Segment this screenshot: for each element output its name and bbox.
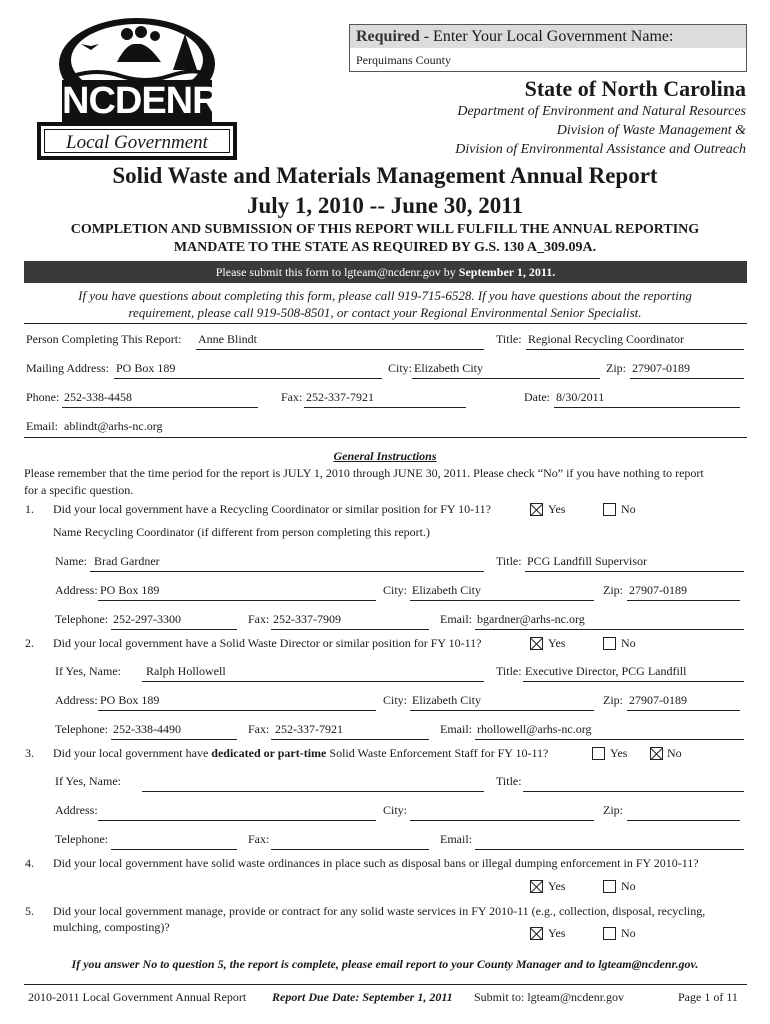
date-label: Date: [524,390,550,404]
fax-field[interactable]: 252-337-7921 [306,390,374,404]
title-field[interactable]: Regional Recycling Coordinator [528,332,684,346]
department-name: Department of Environment and Natural Resources [457,104,746,119]
email-label: Email: [26,419,58,433]
q1-address-field[interactable]: PO Box 189 [100,583,160,597]
q5-no-label: No [621,926,636,940]
q3-address-field[interactable] [98,820,376,821]
q3-address-label: Address: [55,803,98,817]
q2-yes-label: Yes [548,636,566,650]
q1-yes-checkbox[interactable] [530,503,543,516]
q2-no-checkbox[interactable] [603,637,616,650]
q1-yes-label: Yes [548,502,566,516]
footer-submit: Submit to: lgteam@ncdenr.gov [474,990,625,1004]
q1-title-field[interactable]: PCG Landfill Supervisor [527,554,647,568]
q2-name-label: If Yes, Name: [55,664,121,678]
q3-no-label: No [667,746,682,760]
q5-text-2: mulching, composting)? [53,920,170,934]
q2-number: 2. [25,636,34,650]
ncdenr-logo [37,14,237,160]
q5-no-checkbox[interactable] [603,927,616,940]
local-government-box [349,24,747,72]
mandate-line-1: COMPLETION AND SUBMISSION OF THIS REPORT WILL FULFILL THE ANNUAL REPORTING [70,222,700,237]
q3-telephone-field[interactable] [111,849,237,850]
q3-text-emphasis: dedicated or part-time [211,746,327,760]
q3-text: Did your local government have dedicated or part-time Solid Waste Enforcement Staff for FY 10-11? [53,746,549,760]
q1-zip-field[interactable]: 27907-0189 [629,583,687,597]
q2-fax-label: Fax: [248,722,270,736]
q3-zip-label: Zip: [603,803,623,817]
title-label: Title: [496,332,522,346]
q4-no-label: No [621,879,636,893]
q2-address-label: Address: [55,693,98,707]
person-label: Person Completing This Report: [26,332,182,346]
q5-text-1: Did your local government manage, provide or contract for any solid waste services in FY 2010-11 (e.g., collection, disposal, recycling, [53,904,706,918]
q2-name-field[interactable]: Ralph Hollowell [146,664,226,678]
mailing-field[interactable]: PO Box 189 [116,361,176,375]
submit-deadline: September 1, 2011. [458,265,556,279]
q2-address-field[interactable]: PO Box 189 [100,693,160,707]
q4-yes-checkbox[interactable] [530,880,543,893]
closing-note: If you answer No to question 5, the report is complete, please email report to your County Manager and to lgteam@ncdenr.gov. [71,957,699,971]
q2-city-label: City: [383,693,408,707]
q2-text: Did your local government have a Solid Waste Director or similar position for FY 10-11? [53,636,482,650]
q5-number: 5. [25,904,34,918]
q3-zip-field[interactable] [627,820,740,821]
footer-due-date: Report Due Date: September 1, 2011 [272,990,453,1004]
phone-label: Phone: [26,390,60,404]
q2-no-label: No [621,636,636,650]
q3-name-field[interactable] [142,791,484,792]
q1-address-label: Address: [55,583,98,597]
report-title: Solid Waste and Materials Management Annual Report [112,163,658,188]
instructions-heading: General Instructions [333,449,437,463]
q1-telephone-field[interactable]: 252-297-3300 [113,612,181,626]
q4-number: 4. [25,856,34,870]
q1-number: 1. [25,502,34,516]
instructions-text-1: Please remember that the time period for the report is JULY 1, 2010 through JUNE 30, 2011. Please check “No” if you have nothing to report [24,466,704,480]
person-field[interactable]: Anne Blindt [198,332,257,346]
q3-fax-label: Fax: [248,832,270,846]
instructions-text-2: for a specific question. [24,483,134,497]
questions-line-2: requirement, please call 919-508-8501, or contact your Regional Environmental Senior Specialist. [128,305,642,320]
q5-yes-checkbox[interactable] [530,927,543,940]
q3-name-label: If Yes, Name: [55,774,121,788]
q4-text: Did your local government have solid waste ordinances in place such as disposal bans or illegal dumping enforcement in FY 2010-11? [53,856,699,870]
q3-yes-checkbox[interactable] [592,747,605,760]
local-government-input[interactable]: Perquimans County [356,53,451,67]
q3-email-label: Email: [440,832,472,846]
division-waste: Division of Waste Management & [556,123,746,138]
state-title: State of North Carolina [524,76,746,101]
q3-email-field[interactable] [475,849,744,850]
zip-label: Zip: [606,361,626,375]
q2-fax-field[interactable]: 252-337-7921 [275,722,343,736]
city-field[interactable]: Elizabeth City [414,361,483,375]
q1-fax-label: Fax: [248,612,270,626]
q2-email-field[interactable]: rhollowell@arhs-nc.org [477,722,592,736]
q3-title-field[interactable] [523,791,744,792]
q1-title-label: Title: [496,554,522,568]
q1-no-checkbox[interactable] [603,503,616,516]
phone-field[interactable]: 252-338-4458 [64,390,132,404]
q4-yes-label: Yes [548,879,566,893]
q3-telephone-label: Telephone: [55,832,109,846]
date-field[interactable]: 8/30/2011 [556,390,605,404]
logo-subtitle-box [37,122,237,160]
division-assistance: Division of Environmental Assistance and Outreach [455,142,746,157]
q2-zip-field[interactable]: 27907-0189 [629,693,687,707]
mailing-label: Mailing Address: [26,361,109,375]
footer-report-name: 2010-2011 Local Government Annual Report [28,990,247,1004]
q1-subtext: Name Recycling Coordinator (if different from person completing this report.) [53,525,431,539]
q1-name-label: Name: [55,554,87,568]
q2-title-field[interactable]: Executive Director, PCG Landfill [525,664,687,678]
q1-city-label: City: [383,583,408,597]
city-label: City: [388,361,413,375]
email-field[interactable]: ablindt@arhs-nc.org [64,419,163,433]
q5-yes-label: Yes [548,926,566,940]
required-text: - Enter Your Local Government Name: [419,28,674,45]
questions-line-1: If you have questions about completing this form, please call 919-715-6528. If you have questions about the reporting [78,288,692,303]
q1-no-label: No [621,502,636,516]
q1-name-field[interactable]: Brad Gardner [94,554,160,568]
q1-text: Did your local government have a Recycling Coordinator or similar position for FY 10-11? [53,502,492,516]
q2-zip-label: Zip: [603,693,623,707]
q3-number: 3. [25,746,34,760]
submit-banner: Please submit this form to lgteam@ncdenr.gov by September 1, 2011. [24,261,747,283]
q3-city-field[interactable] [410,820,594,821]
footer-page-number: Page 1 of 11 [678,990,738,1004]
q3-yes-label: Yes [610,746,628,760]
q2-telephone-label: Telephone: [55,722,109,736]
required-label: Required [356,28,420,45]
q2-telephone-field[interactable]: 252-338-4490 [113,722,181,736]
q1-fax-field[interactable]: 252-337-7909 [273,612,341,626]
logo-subtitle: Local Government [66,132,208,153]
mandate-line-2: MANDATE TO THE STATE AS REQUIRED BY G.S. 130 A_309.09A. [173,240,597,255]
q3-city-label: City: [383,803,408,817]
q1-email-field[interactable]: bgardner@arhs-nc.org [477,612,585,626]
logo-wordmark: NCDENR [62,80,219,122]
q1-telephone-label: Telephone: [55,612,109,626]
q2-title-label: Title: [496,664,522,678]
fax-label: Fax: [281,390,303,404]
q3-fax-field[interactable] [271,849,429,850]
zip-field[interactable]: 27907-0189 [632,361,690,375]
q2-city-field[interactable]: Elizabeth City [412,693,481,707]
q1-city-field[interactable]: Elizabeth City [412,583,481,597]
q3-title-label: Title: [496,774,522,788]
q1-zip-label: Zip: [603,583,623,597]
q3-no-checkbox[interactable] [650,747,663,760]
q2-email-label: Email: [440,722,472,736]
q1-email-label: Email: [440,612,472,626]
report-period: July 1, 2010 -- June 30, 2011 [246,193,524,218]
q2-yes-checkbox[interactable] [530,637,543,650]
q4-no-checkbox[interactable] [603,880,616,893]
